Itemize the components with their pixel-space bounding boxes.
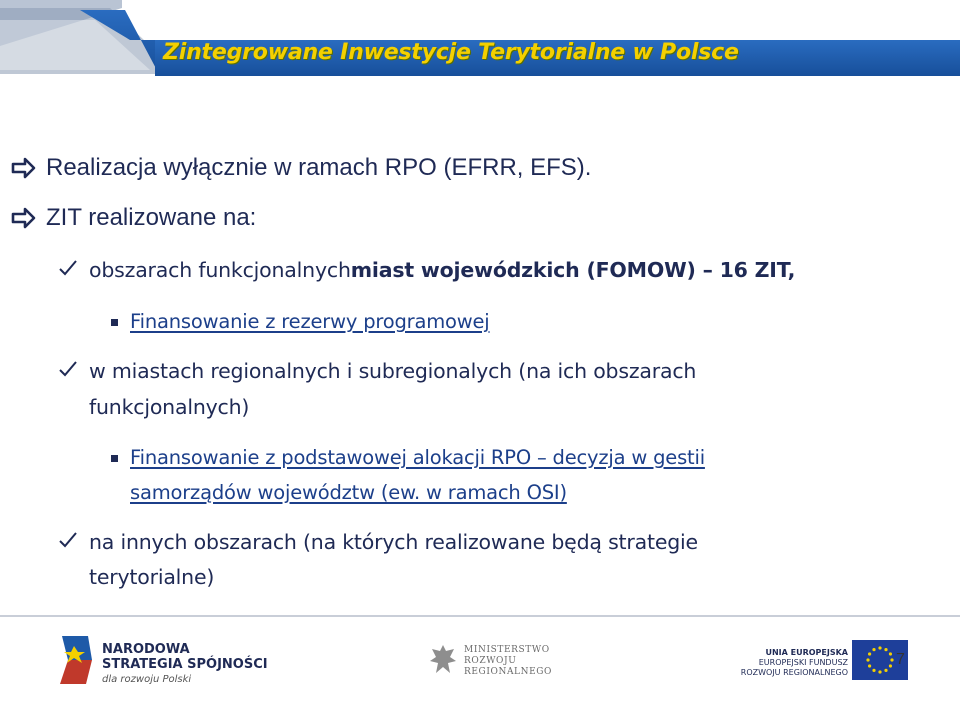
ministry-line1: MINISTERSTWO — [464, 645, 550, 655]
check-item-regionalne-line1: w miastach regionalnych i subregionalych (na ich obszarach — [89, 359, 697, 383]
nss-line3: dla rozwoju Polski — [102, 674, 192, 685]
ministry-line2: ROZWOJU — [464, 656, 517, 666]
ministry-line3: REGIONALNEGO — [464, 667, 553, 677]
eu-logo-text — [738, 648, 848, 678]
eu-line1: UNIA EUROPEJSKA — [765, 648, 848, 657]
check-item-fomow-bold: miast wojewódzkich (FOMOW) – 16 ZIT, — [350, 258, 796, 282]
check-item-fomow-text: obszarach funkcjonalnych — [89, 258, 351, 282]
arrow-bullet-icon — [10, 157, 36, 179]
footer-divider — [0, 615, 960, 617]
eagle-emblem-icon — [428, 643, 458, 679]
arrow-bullet-icon — [10, 207, 36, 229]
nss-logo-icon — [58, 632, 96, 688]
nss-line2: STRATEGIA SPÓJNOŚCI — [102, 657, 268, 672]
sub-item-alokacja-line1: Finansowanie z podstawowej alokacji RPO – decyzja w gestii — [130, 446, 705, 469]
check-item-inne-line1: na innych obszarach (na których realizowane będą strategie — [89, 530, 698, 554]
nss-logo-text — [102, 642, 268, 687]
bullet-realizacja: Realizacja wyłącznie w ramach RPO (EFRR, EFS). — [46, 154, 592, 181]
checkmark-icon — [58, 360, 78, 378]
square-bullet-icon — [111, 319, 118, 326]
bullet-zit-realizowane: ZIT realizowane na: — [46, 204, 257, 231]
sub-item-rezerwa: Finansowanie z rezerwy programowej — [130, 310, 490, 333]
check-item-fomow — [89, 256, 795, 284]
checkmark-icon — [58, 259, 78, 277]
ministry-logo-text — [464, 645, 552, 678]
square-bullet-icon — [111, 455, 118, 462]
page-number: 7 — [896, 651, 905, 668]
nss-line1: NARODOWA — [102, 642, 190, 657]
eu-line3: ROZWOJU REGIONALNEGO — [740, 668, 848, 677]
page-title: Zintegrowane Inwestycje Terytorialne w Polsce — [163, 40, 739, 65]
sub-item-alokacja-line2: samorządów województw (ew. w ramach OSI) — [130, 481, 567, 504]
check-item-inne-line2: terytorialne) — [89, 565, 215, 589]
check-item-regionalne-line2: funkcjonalnych) — [89, 395, 250, 419]
checkmark-icon — [58, 531, 78, 549]
eu-line2: EUROPEJSKI FUNDUSZ — [758, 658, 848, 667]
